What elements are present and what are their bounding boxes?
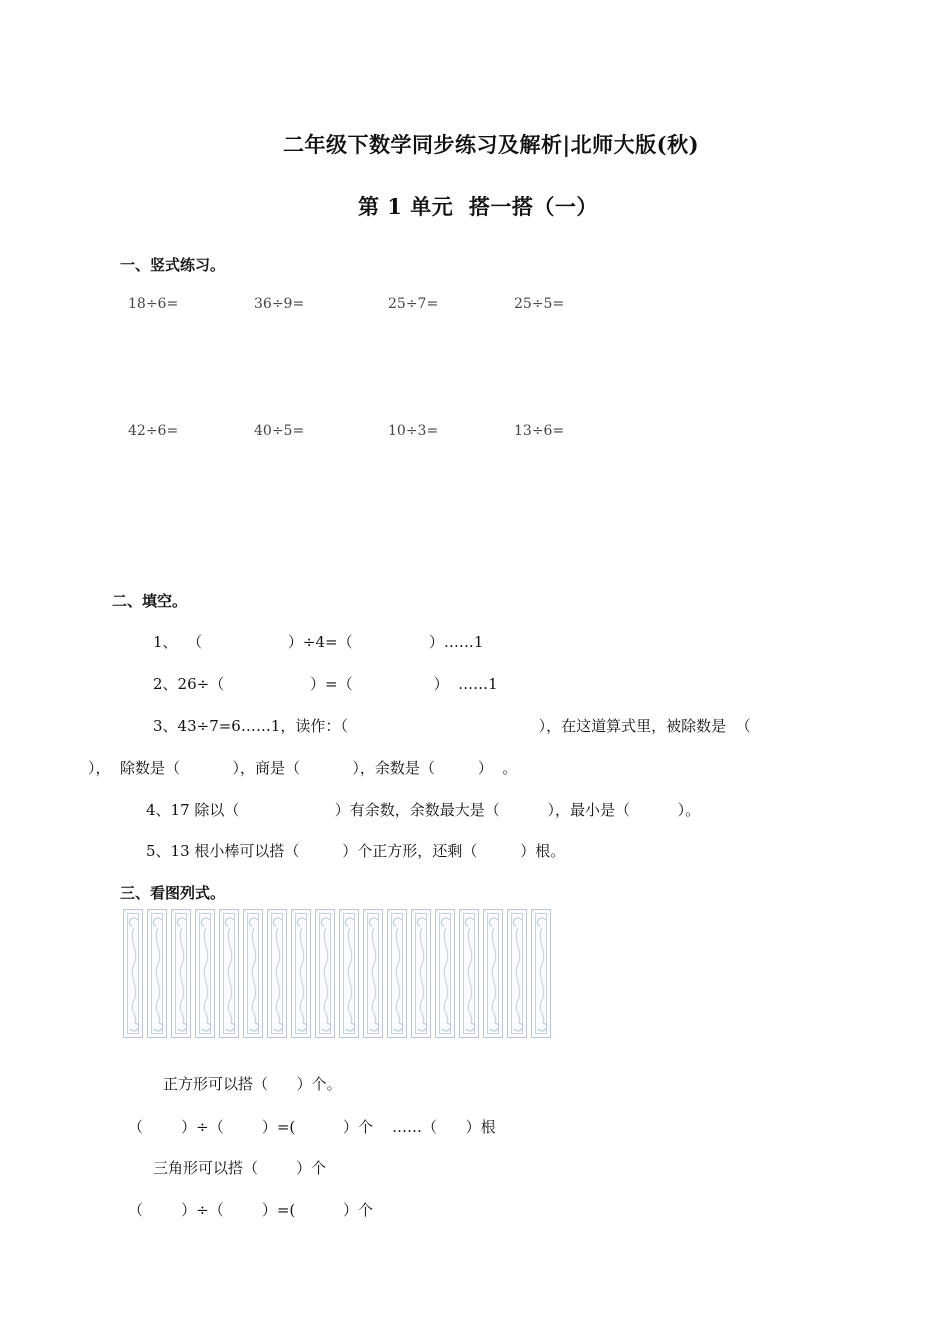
square-equation-line: （ ）÷（ ）=( ）个 ……（ ）根 [128,1118,496,1136]
fill-item-5: 5、13 根小棒可以搭（ ）个正方形，还剩（ ）根。 [146,842,566,860]
fill-item-1: 1、 （ ）÷4=（ ）……1 [153,633,484,651]
stick-icon [435,909,455,1038]
problem-7: 10÷3= [388,423,439,439]
problem-1: 18÷6= [128,296,179,312]
triangle-equation-line: （ ）÷（ ）=( ）个 [128,1201,373,1219]
stick-icon [147,909,167,1038]
section-heading-vertical-calc: 一、竖式练习。 [120,256,226,274]
stick-icon [315,909,335,1038]
unit-title: 第 1 单元 搭一搭（一） [358,194,598,219]
problem-3: 25÷7= [388,296,439,312]
stick-icon [363,909,383,1038]
stick-icon [171,909,191,1038]
section-heading-picture: 三、看图列式。 [120,884,226,902]
fill-item-4: 4、17 除以（ ）有余数，余数最大是（ ），最小是（ ）。 [146,801,701,819]
stick-icon [483,909,503,1038]
stick-icon [459,909,479,1038]
stick-icon [195,909,215,1038]
stick-icon [219,909,239,1038]
fill-item-3: 3、43÷7=6……1，读作：（ ），在这道算式里，被除数是 （ [153,717,751,735]
section-heading-fill-blank: 二、填空。 [112,592,188,610]
stick-icon [291,909,311,1038]
stick-icon [339,909,359,1038]
fill-item-2: 2、26÷（ ）=（ ） ……1 [153,675,498,693]
stick-icon [243,909,263,1038]
problem-6: 40÷5= [254,423,305,439]
problem-8: 13÷6= [514,423,565,439]
stick-icon [507,909,527,1038]
triangle-count-line: 三角形可以搭（ ）个 [153,1159,327,1177]
problem-2: 36÷9= [254,296,305,312]
stick-icon [531,909,551,1038]
page-title: 二年级下数学同步练习及解析|北师大版(秋) [283,132,700,157]
stick-icon [123,909,143,1038]
problem-4: 25÷5= [514,296,565,312]
fill-item-3-cont: ）， 除数是（ ），商是（ ），余数是（ ） 。 [88,759,518,777]
square-count-line: 正方形可以搭（ ）个。 [163,1075,342,1093]
stick-illustration [123,909,551,1040]
stick-icon [267,909,287,1038]
stick-icon [387,909,407,1038]
stick-icon [411,909,431,1038]
problem-5: 42÷6= [128,423,179,439]
